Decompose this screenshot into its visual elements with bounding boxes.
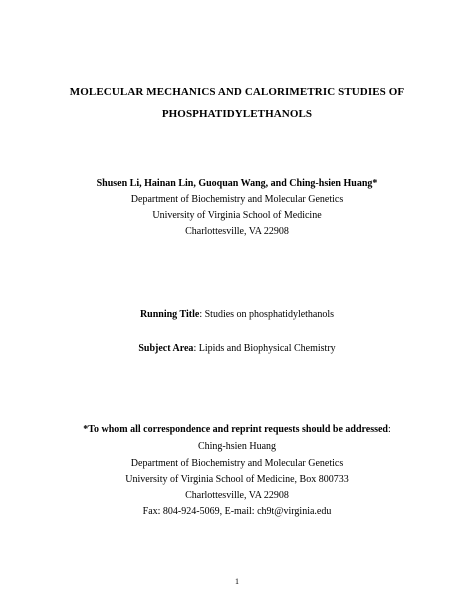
correspondence-heading-text: *To whom all correspondence and reprint requests should be addressed xyxy=(83,424,388,435)
affiliation-department: Department of Biochemistry and Molecular Genetics xyxy=(130,194,344,205)
affiliation-school: University of Virginia School of Medicine xyxy=(152,210,322,221)
subject-area-label: Subject Area xyxy=(138,343,194,354)
title-line-1: MOLECULAR MECHANICS AND CALORIMETRIC STUDIES OF xyxy=(69,86,405,98)
author-list: Shusen Li, Hainan Lin, Guoquan Wang, and Ching-hsien Huang* xyxy=(96,178,378,189)
correspondence-name: Ching-hsien Huang xyxy=(197,441,277,452)
running-title xyxy=(0,309,474,321)
correspondence-heading xyxy=(0,424,474,436)
running-title-label: Running Title xyxy=(139,309,200,320)
page-number: 1 xyxy=(235,577,239,586)
correspondence-city: Charlottesville, VA 22908 xyxy=(185,490,289,501)
correspondence-heading-suffix: : xyxy=(387,424,391,435)
title-line-2: PHOSPHATIDYLETHANOLS xyxy=(161,108,313,120)
correspondence-contact: Fax: 804-924-5069, E-mail: ch9t@virginia.edu xyxy=(142,506,332,517)
running-title-value: : Studies on phosphatidylethanols xyxy=(199,309,335,320)
correspondence-school: University of Virginia School of Medicine, Box 800733 xyxy=(125,474,349,485)
affiliation-city: Charlottesville, VA 22908 xyxy=(185,226,289,237)
subject-area xyxy=(0,343,474,355)
correspondence-department: Department of Biochemistry and Molecular Genetics xyxy=(130,458,344,469)
subject-area-value: : Lipids and Biophysical Chemistry xyxy=(193,343,336,354)
